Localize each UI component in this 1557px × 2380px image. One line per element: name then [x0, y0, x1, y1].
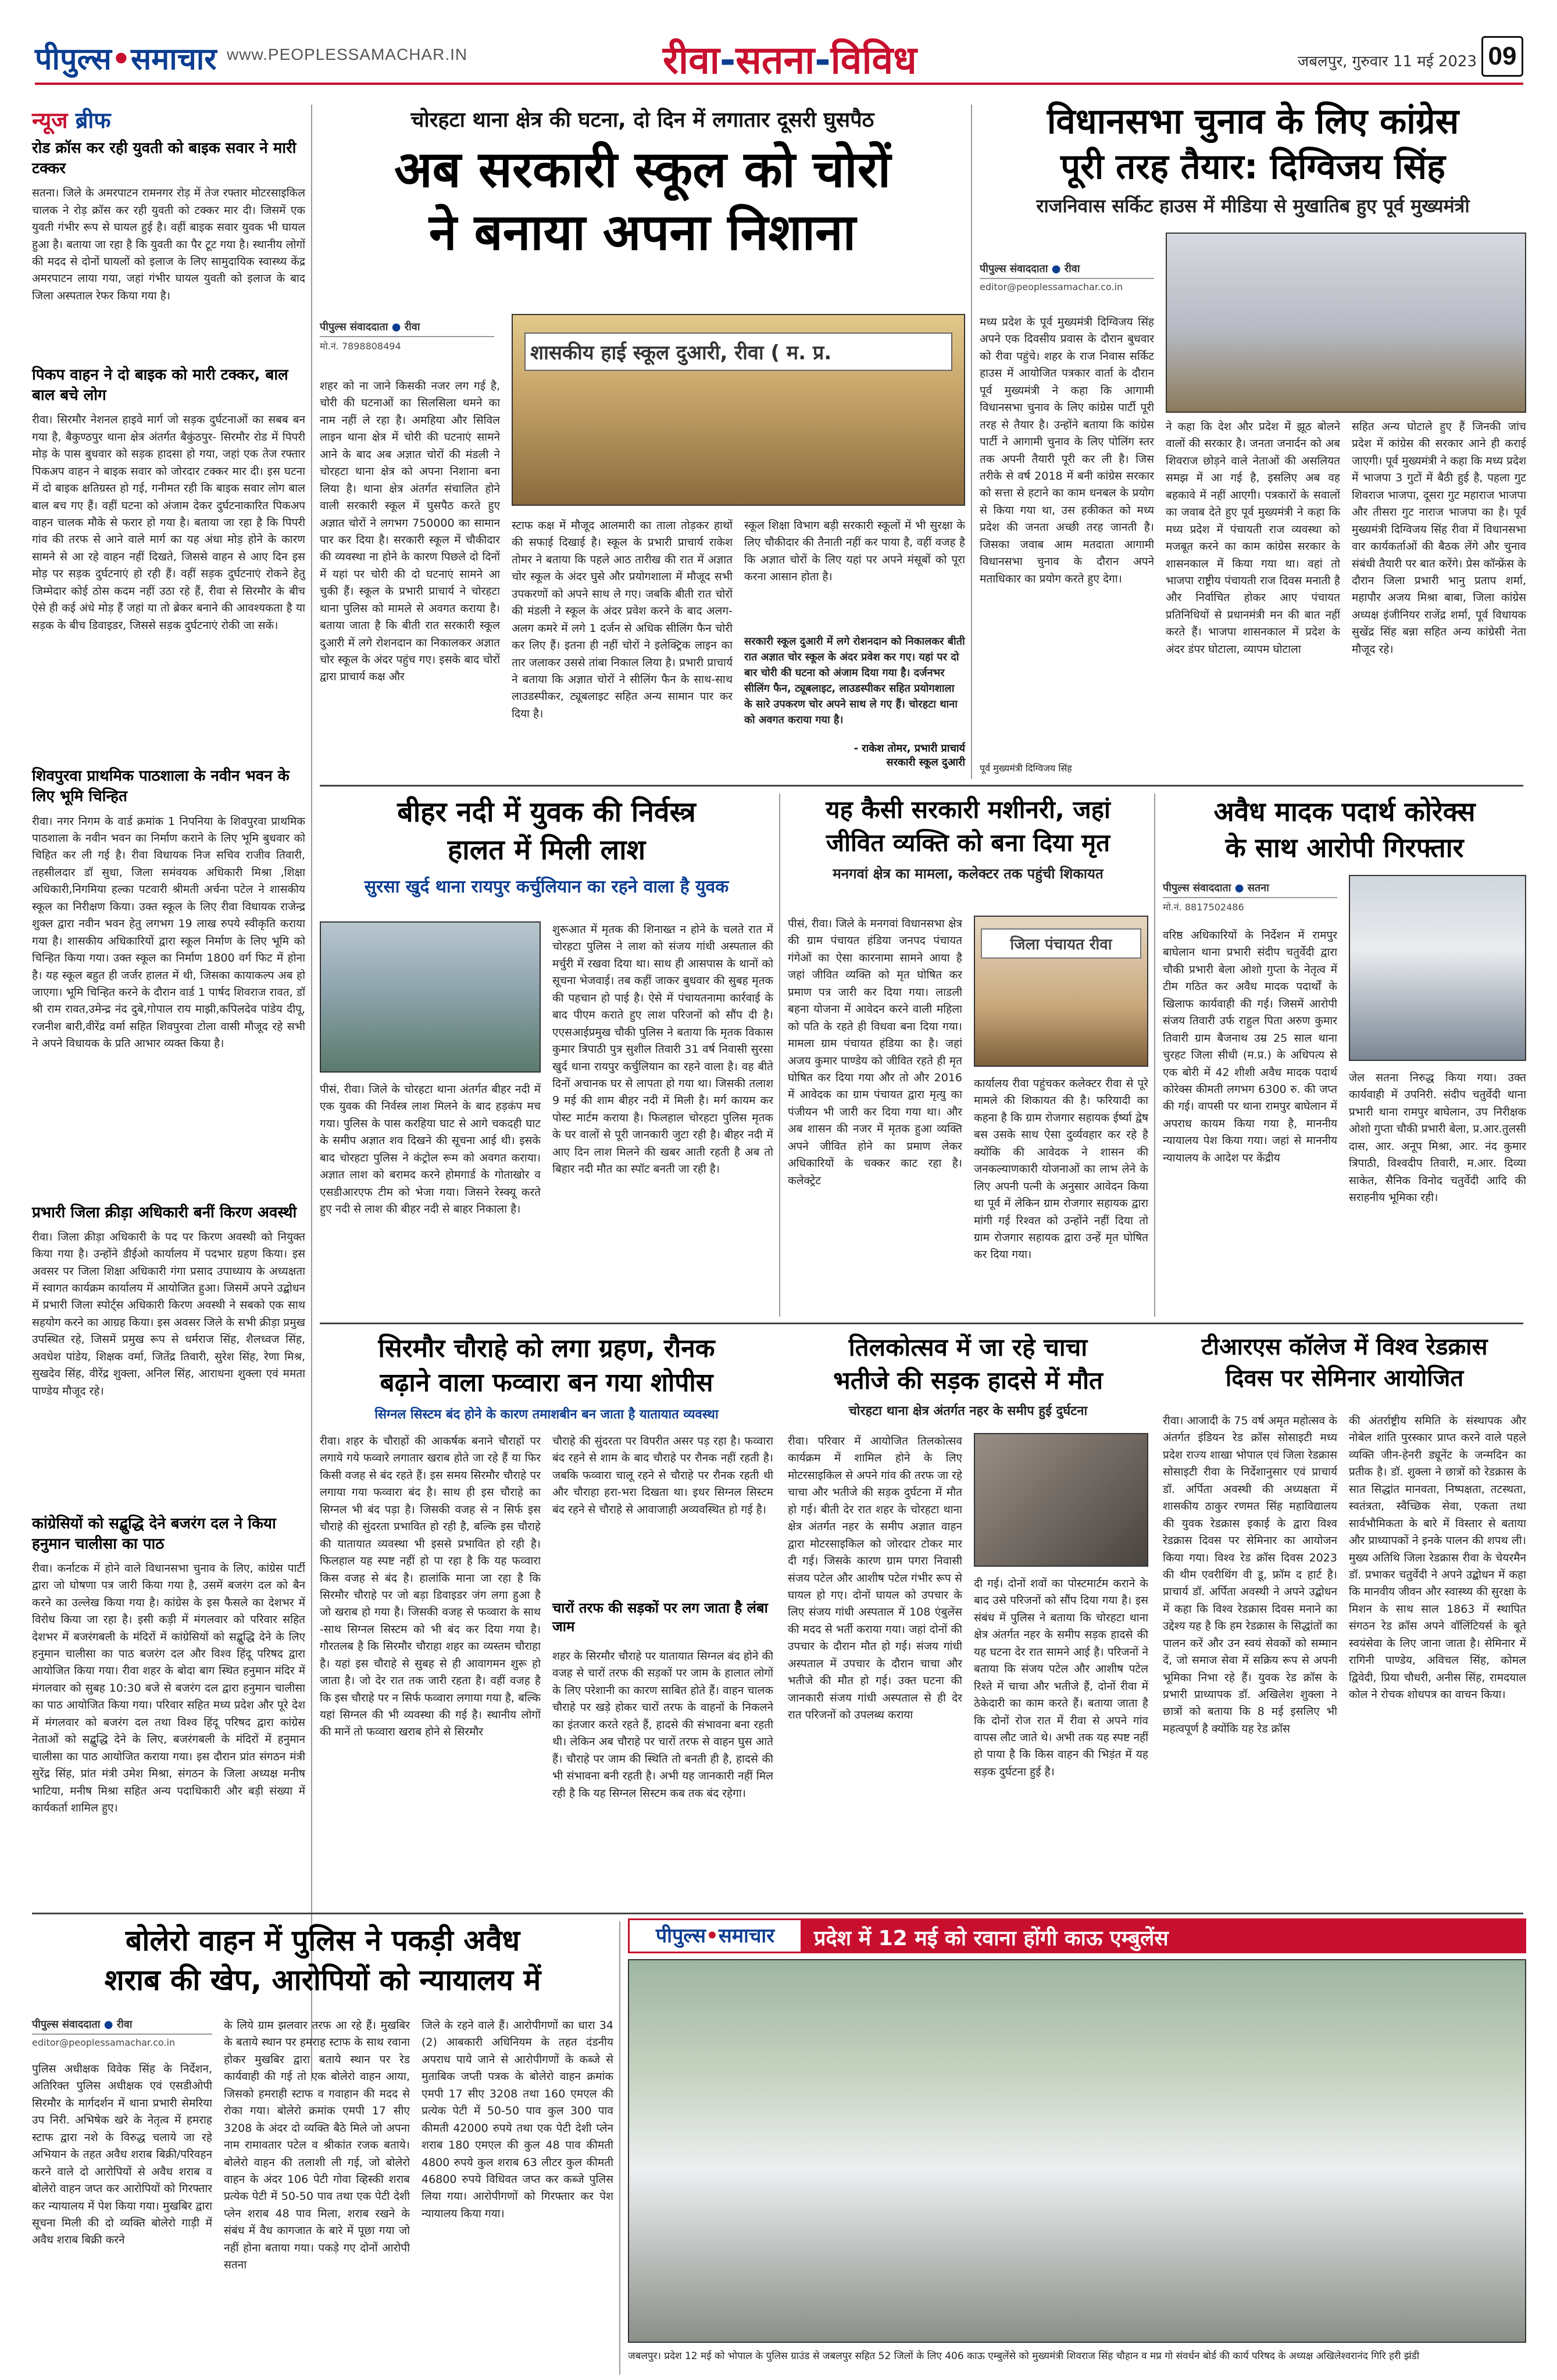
- brief-headline: शिवपुरवा प्राथमिक पाठशाला के नवीन भवन के लिए भूमि चिन्हित: [32, 767, 290, 806]
- school-photo: [512, 314, 965, 506]
- photo-caption: जबलपुर। प्रदेश 12 मई को भोपाल के पुलिस ग्राउंड से जबलपुर सहित 52 जिलों के लिए 406 काऊ एम्बुलेंसे को मुख्यमंत्री शिवराज सिंह चौहान व मप्र गो संवर्धन बोर्ड की कार्य परिषद के अध्यक्ष अखिलेश्वरानंद गिरि हरी झंडी: [628, 2350, 1420, 2362]
- story-school-theft: [320, 105, 965, 779]
- byline: पीपुल्स संवाददाता ● रीवा: [980, 262, 1154, 279]
- story-corex-arrest: [1163, 794, 1526, 1317]
- byline: पीपुल्स संवाददाता ● रीवा: [320, 320, 494, 337]
- story-body-col2: के लिये ग्राम झलवार तरफ आ रहे हैं। मुखबिर के बताये स्थान पर हमराह स्टाफ के साथ रवाना होकर मुखबिर द्वारा बताये स्थान पर रेड कार्यवाही की गई तो एक बोलेरो वाहन आया, जिसको हमराही स्टाफ व गवाहान की मदद से रोका गया। बोलेरो क्रमांक एमपी 17 सीए 3208 के अंदर दो व्यक्ति बैठे मिले जो अपना नाम रामावतार पटेल व श्रीकांत रजक बताये। बोलेरो वाहन की तलाशी ली गई, जो बोलेरो वाहन के अंदर 106 पेटी गोवा व्हिस्की शराब प्रत्येक पेटी में 50-50 पाव तथा एक पेटी देशी प्लेन शराब 48 पाव मिला, शराब रखने के संबंध में वैध कागजात के बारे में पूछा गया जो नहीं होना बताया गया। पकड़े गए दोनों आरोपी सतना: [224, 2019, 410, 2272]
- story-bihar-river: [320, 794, 773, 1317]
- story-body-col1: पुलिस अधीक्षक विवेक सिंह के निर्देशन, अतिरिक्त पुलिस अधीक्षक एवं एसडीओपी सिरमौर के मार्गदर्शन में थाना प्रभारी सेमरिया उप निरी. अभिषेक खरे के नेतृत्व में हमराह स्टाफ द्वारा नशे के विरुद्ध चलाये जा रहे अभियान के तहत अवैध शराब बिक्री/परिवहन करने वाले दो आरोपियों से अवैध शराब व बोलेरो वाहन जप्त कर आरोपियों को गिरफ्तार कर न्यायालय में पेश किया गया। मुखबिर द्वारा सूचना मिली की दो व्यक्ति बोलेरो गाड़ी में अवैध शराब बिक्री करने: [32, 2063, 212, 2247]
- dateline: जबलपुर, गुरुवार 11 मई 2023: [1297, 53, 1477, 70]
- brief-body: सतना। जिले के अमरपाटन रामनगर रोड़ में तेज रफ्तार मोटरसाइकिल चालक ने रोड़ क्रॉस कर रही युवती को टक्कर मार दी। जिसमें एक युवती गंभीर रूप से घायल हुई है। वहीं बाइक सवार युवक भी घायल हुआ है। बताया जा रहा है कि युवती का पैर टूट गया है। स्थानीय लोगों की मदद से दोनों घायलों को इलाज के लिए सामुदायिक स्वास्थ्य केंद्र अमरपाटन लाया गया, जहां गंभीर घायल युवती को इलाज के बाद जिला अस्पताल रेफर किया गया है।: [32, 187, 305, 302]
- story-headline: बोलेरो वाहन में पुलिस ने पकड़ी अवैध शराब की खेप, आरोपियों को न्यायालय में: [104, 1924, 541, 1997]
- story-cow-ambulance: [628, 1918, 1526, 2375]
- story-body-col2: ने कहा कि देश और प्रदेश में झूठ बोलने वालों की सरकार है। जनता जनार्दन को अब शिवराज छोड़ने वाले नेताओं की असलियत समझ में आ गई है, इसलिए अब वह बहकावे में नहीं आएगी। पत्रकारों के सवालों का जवाब देते हुए पूर्व मुख्यमंत्री ने कहा कि मध्य प्रदेश में पंचायती राज व्यवस्था को मजबूत करने का काम कांग्रेस सरकार के शासनकाल में किया गया था। वहां तो भाजपा राष्ट्रीय पंचायती राज दिवस मनाती है और निर्वाचित होकर आए पंचायत प्रतिनिधियों से प्रधानमंत्री मन की बात नहीं करते हैं। भाजपा शासनकाल में प्रदेश के अंदर डंपर घोटाला, व्यापम घोटाला: [1166, 420, 1340, 656]
- story-body-col2: स्टाफ कक्ष में मौजूद आलमारी का ताला तोड़कर हाथों की सफाई दिखाई है। स्कूल के प्रभारी प्राचार्य राकेश तोमर ने बताया कि पहले आठ तारीख की रात में अज्ञात चोर स्कूल के अंदर घुसे और प्रयोगशाला में मौजूद सभी उपकरणों को अपने साथ ले गए। जबकि बीती रात चोरों की मंडली ने स्कूल के अंदर प्रवेश करने के बाद अलग-अलग कमरे में लगे 1 दर्जन से अधिक सीलिंग फैन चोरी कर लिए हैं। इतना ही नहीं चोरों ने इलेक्ट्रिक लाइन का तार जलाकर उससे तांबा निकाल लिया है। प्रभारी प्राचार्य ने बताया कि अज्ञात चोरों ने सीलिंग फैन के साथ-साथ लाउडस्पीकर, ट्यूबलाइट सहित अन्य सामान पार कर दिया है।: [512, 519, 733, 720]
- section-title: रीवा-सतना-विविध: [663, 38, 917, 83]
- school-signboard: शासकीय हाई स्कूल दुआरी, रीवा ( म. प्र.: [524, 333, 952, 371]
- story-headline: विधानसभा चुनाव के लिए कांग्रेस पूरी तरह तैयार: दिग्विजय सिंह: [1047, 101, 1459, 187]
- column-divider: [971, 105, 972, 779]
- reporter-mobile: मो.नं. 7898808494: [320, 341, 401, 352]
- story-body-col2: चौराहे की सुंदरता पर विपरीत असर पड़ रहा है। फव्वारा बंद रहने से शाम के बाद चौराहे पर रौनक नहीं रहती है। जबकि फव्वारा चालू रहने से चौराहे पर रौनक रहती थी और चौराहा हरा-भरा दिखता था। इधर सिग्नल सिस्टम बंद रहने से चौराहे से आवाजाही अव्यवस्थित हो गई है।: [552, 1435, 773, 1516]
- story-body-col2: जेल सतना निरुद्ध किया गया। उक्त कार्यवाही में उपनिरी. संदीप चतुर्वेदी थाना प्रभारी थाना रामपुर बाघेलान, उप निरीक्षक ओशो गुप्ता चौकी प्रभारी बेला, प्र.आर.तुलसी दास, आर. अनूप मिश्रा, आर. नंद कुमार त्रिपाठी, विश्वदीप तिवारी, म.आर. दिव्या साकेत, सैनिक विनोद चतुर्वेदी आदि की सराहनीय भूमिका रही।: [1349, 1071, 1526, 1205]
- story-deck: मनगवां क्षेत्र का मामला, कलेक्टर तक पहुंची शिकायत: [833, 866, 1104, 882]
- column-divider: [311, 105, 312, 2081]
- brief-headline: रोड क्रॉस कर रही युवती को बाइक सवार ने मारी टक्कर: [32, 140, 297, 178]
- story-congress: [980, 99, 1526, 779]
- story-body-col2: शुरूआत में मृतक की शिनाख्त न होने के चलते रात में चोरहटा पुलिस ने लाश को संजय गांधी अस्पताल की मर्चुरी में रखवा दिया था। साथ ही आसपास के थानों को सूचना भेजवाई। तब कहीं जाकर बुधवार की सुबह मृतक की पहचान हो पाई है। ऐसे में पंचायतनामा कार्रवाई के बाद पीएम कराते हुए लाश परिजनों को सौंप दी है। एएसआईप्रमुख चौकी पुलिस ने बताया कि मृतक विकास कुमार त्रिपाठी पुत्र सुशील तिवारी 31 वर्ष निवासी सुरसा खुर्द थाना रायपुर कर्चुलियान का रहने वाला है। वह बीते दिनों अचानक घर से लापता हो गया था। जिसकी तलाश 9 मई की शाम बीहर नदी में मिली है। मर्ग कायम कर पोस्ट मार्टम कराया है। फिलहाल चोरहटा पुलिस मृतक के घर वालों से पूरी जानकारी जुटा रही है। बीहर नदी में आए दिन लाश मिलने की खबर आती रहती है अब तो बिहार नदी मौत का स्पॉट बनती जा रही है।: [552, 923, 773, 1176]
- reporter-mobile: मो.नं. 8817502486: [1163, 902, 1244, 913]
- news-brief-column: [32, 105, 305, 1889]
- story-deck: राजनिवास सर्किट हाउस में मीडिया से मुखातिब हुए पूर्व मुख्यमंत्री: [1036, 195, 1470, 217]
- police-vehicle-photo: [1349, 875, 1526, 1061]
- byline-block: [32, 2017, 212, 2048]
- row-divider: [32, 1913, 1523, 1914]
- story-body-col1: रीवा। आजादी के 75 वर्ष अमृत महोत्सव के अंतर्गत इंडियन रेड क्रॉस सोसाइटी मध्य प्रदेश राज्य शाखा भोपाल एवं जिला रेडक्रास सोसाइटी रीवा के निर्देशानुसार एवं प्राचार्य डॉ. अर्पिता अवस्थी की अध्यक्षता में शासकीय ठाकुर रणमत सिंह महाविद्यालय की युवक रेडक्रास इकाई के द्वारा विश्व रेडक्रास दिवस पर सेमिनार का आयोजन किया गया। विश्व रेड क्रॉस दिवस 2023 की थीम एवरीथिंग वी डू, फ्रॉम द हार्ट है। प्राचार्य डॉ. अर्पिता अवस्थी ने अपने उद्बोधन में कहा कि विश्व रेडक्रास दिवस मनाने का उद्देश्य यह है कि हम रेडक्रास के सिद्धांतों का पालन करें और उन स्वयं सेवकों को सम्मान दें, जो समाज सेवा में सक्रिय रूप से अपनी भूमिका निभा रहे हैं। युवक रेड क्रॉस के प्रभारी प्राध्यापक डॉ. अखिलेश शुक्ला ने छात्रों को बताया कि 8 मई इसलिए भी महत्वपूर्ण है क्योंकि यह रेड क्रॉस: [1163, 1414, 1337, 1735]
- newspaper-logo: पीपुल्स•समाचार: [35, 42, 217, 77]
- pull-quote: सरकारी स्कूल दुआरी में लगे रोशनदान को निकालकर बीती रात अज्ञात चोर स्कूल के अंदर प्रवेश कर गए। यहां पर दो बार चोरी की घटना को अंजाम दिया गया है। दर्जनभर सीलिंग फैन, ट्यूबलाइट, लाउडस्पीकर सहित प्रयोगशाला के सारे उपकरण चोर अपने साथ ले गए हैं। चोरहटा थाना को अवगत कराया गया है।: [744, 635, 965, 726]
- accident-bike-photo: [974, 1433, 1148, 1567]
- brief-body: रीवा। नगर निगम के वार्ड क्रमांक 1 निपनिया के शिवपुरवा प्राथमिक पाठशाला के नवीन भवन का निर्माण कराने के लिए भूमि बुधवार को चिहित कर ली गई है। रीवा विधायक निज सचिव राजीव तिवारी, तहसीलदार डॉ सुधा, जिला समंवयक अधिकारी मिश्रा ,शिक्षा अधिकारी,निगमिया हल्का पटवारी श्रीमती अर्चना पटेल ने शासकीय स्कूल का निरीक्षण किया। उक्त स्कूल के लिए रीवा विधायक राजेन्द्र शुक्ल द्वारा नवीन भवन हेतु लगभग 19 लाख रुपये स्वीकृति कराया गया है। शासकीय अधिकारियों द्वारा स्कूल निर्माण के लिए भूमि को चिन्हित किया गया। उक्त स्कूल का निर्माण 1800 वर्ग फिट में होना है। यह स्कूल बहुत ही जर्जर हालत में थी, जिसका कायाकल्प अब हो जाएगा। भूमि चिन्हित करने के दौरान वार्ड 1 पार्षद शिवराज रावत, डॉ श्री राम रावत,उमेन्द्र नंद दुबे,गोपाल राय माझी,कपिलदेव पांडेय दीपू, रजनीश बारी,वीरेंद्र वर्मा सहित शिवपुरवा टोला वासी मौजूद रहे सभी ने अपने विधायक के प्रति आभार व्यक्त किया है।: [32, 814, 305, 1050]
- byline-block: [320, 320, 494, 352]
- story-headline: अवैध मादक पदार्थ कोरेक्स के साथ आरोपी गिरफ्तार: [1213, 796, 1476, 864]
- story-deck: सिग्नल सिस्टम बंद होने के कारण तमाशबीन बन जाता है यातायात व्यवस्था: [374, 1407, 719, 1422]
- masthead: [35, 33, 1523, 85]
- byline: पीपुल्स संवाददाता ● रीवा: [32, 2017, 212, 2035]
- news-brief-title: न्यूज ब्रीफ: [32, 108, 111, 133]
- brief-headline: प्रभारी जिला क्रीड़ा अधिकारी बनीं किरण अवस्थी: [32, 1203, 297, 1221]
- story-body-col2b: शहर के सिरमौर चौराहे पर यातायात सिग्नल बंद होने की वजह से चारों तरफ की सड़कों पर जाम के हालात लोगों के लिए परेशानी का कारण साबित होते हैं। वाहन चालक चौराहे पर खड़े होकर चारों तरफ के वाहनों के निकलने का इंतजार करते रहते हैं, हादसे की संभावना बना रहती थी। लेकिन अब चौराहे पर चारों तरफ से वाहन घुस आते हैं। चौराहे पर जाम की स्थिति तो बनती ही है, हादसे की भी संभावना बनी रहती है। अभी यह जानकारी नहीं मिल रही है कि यह सिग्नल सिस्टम कब तक बंद रहेगा।: [552, 1650, 773, 1800]
- story-deck: सुरसा खुर्द थाना रायपुर कर्चुलियान का रहने वाला है युवक: [364, 876, 729, 897]
- brief-body: रीवा। जिला क्रीड़ा अधिकारी के पद पर किरण अवस्थी को नियुक्त किया गया है। उन्होंने डीईओ कार्यालय में पदभार ग्रहण किया। इस अवसर पर जिला शिक्षा अधिकारी गंगा प्रसाद उपाध्याय के अध्यक्षता में स्वागत कार्यक्रम कार्यालय में आयोजित हुआ। जिसमें अपने उद्बोधन में प्रभारी जिला स्पोर्ट्स अधिकारी किरण अवस्थी ने सबको एक साथ सहयोग करने का आग्रह किया। इस अवसर जिले के सभी क्रीड़ा प्रमुख उपस्थित रहे, जिसमें प्रमुख रूप से धर्मराज सिंह, शैलध्वज सिंह, अवधेश पांडेय, शिक्षक वर्मा, जितेंद्र तिवारी, सुरेश सिंह, रेणा मिश्र, सुखदेव सिंह, वीरेंद्र शुक्ला, अनिल सिंह, आराधना शुक्ला एवं ममता पाण्डेय मौजूद रहे।: [32, 1230, 305, 1398]
- page-number: 09: [1481, 36, 1523, 77]
- story-fountain: [320, 1331, 773, 1907]
- column-divider: [619, 1921, 620, 2375]
- reporter-email: editor@peoplessamachar.co.in: [32, 2037, 176, 2048]
- story-body-col1: पीसं, रीवा। जिले के मनगवां विधानसभा क्षेत्र की ग्राम पंचायत हंडिया जनपद पंचायत गंगेओं का ऐसा कारनामा सामने आया है जहां जीवित व्यक्ति को मृत घोषित कर प्रमाण पत्र जारी कर दिया गया। लाडली बहना योजना में आवेदन करने वाली महिला को पति के रहते ही विधवा बना दिया गया। मामला ग्राम पंचायत हंडिया का है। जहां अजय कुमार पाण्डेय को जीवित रहते ही मृत घोषित कर दिया गया और तो और 2016 में आवेदक का ग्राम पंचायत द्वारा मृत्यु का पंजीयन भी जारी कर दिया गया था। और अब शासन की नजर में मृतक हुआ व्यक्ति अपने जीवित होने का प्रमाण लेकर अधिकारियों के चक्कर काट रहा है। कलेक्ट्रेट: [788, 917, 962, 1187]
- brief-headline: कांग्रेसियों को सद्बुद्धि देने बजरंग दल ने किया हनुमान चालीसा का पाठ: [32, 1514, 276, 1553]
- story-deck: चोरहटा थाना क्षेत्र अंतर्गत नहर के समीप हुई दुर्घटना: [848, 1404, 1088, 1419]
- story-headline: टीआरएस कॉलेज में विश्व रेडक्रास दिवस पर सेमिनार आयोजित: [1201, 1334, 1488, 1392]
- story-body-col3: सहित अन्य घोटाले हुए हैं जिनकी जांच प्रदेश में कांग्रेस की सरकार आने ही कराई जाएगी। पूर्व मुख्यमंत्री ने कहा कि मध्य प्रदेश में भाजपा 3 गुटों में बैठी हुई है, पहला गुट शिवराज भाजपा, दूसरा गुट महाराज भाजपा और तीसरा गुट नाराज भाजपा का है। पूर्व मुख्यमंत्री दिग्विजय सिंह रीवा में विधानसभा वार कार्यकर्ताओं की बैठक लेंगे और चुनाव संबंधी तैयारी पर बात करेंगे। प्रेस कॉन्फ्रेंस के दौरान जिला प्रभारी भानु प्रताप शर्मा, महापौर अजय मिश्रा बाबा, जिला कांग्रेस अध्यक्ष इंजीनियर राजेंद्र शर्मा, पूर्व विधायक सुखेंद्र सिंह बन्ना सहित अन्य कांग्रेसी नेता मौजूद रहे।: [1352, 420, 1526, 656]
- byline-block: [1163, 881, 1337, 913]
- story-headline: प्रदेश में 12 मई को रवाना होंगी काऊ एम्बुलेंस: [814, 1927, 1169, 1950]
- feature-banner: [628, 1918, 1526, 1953]
- byline-block: [980, 262, 1154, 292]
- panchayat-signboard: जिला पंचायत रीवा: [981, 928, 1141, 959]
- story-tilak-accident: [788, 1331, 1148, 1907]
- story-body-col3: जिले के रहने वाले हैं। आरोपीगणों का धारा 34 (2) आबकारी अधिनियम के तहत दंडनीय अपराध पाये जाने से आरोपीगणों के कब्जे से मुताबिक जप्ती पत्रक के बोलेरो वाहन क्रमांक एमपी 17 सीए 3208 तथा 160 एमएल की प्रत्येक पेटी में 50-50 पाव कुल 300 पाव कीमती 42000 रुपये तथा एक पेटी देशी प्लेन शराब 180 एमएल की कुल 48 पाव कीमती 4800 रुपये कुल शराब 63 लीटर कुल कीमती 46800 रुपये विधिवत जप्त कर कब्जे पुलिस लिया गया। आरोपीगणों को गिरफ्तार कर पेश न्यायालय किया गया।: [422, 2019, 613, 2220]
- story-body-col1: रीवा। शहर के चौराहों की आकर्षक बनाने चौराहों पर लगाये गये फव्वारे लगातार खराब होते जा रहे हैं या फिर किसी वजह से बंद रहते हैं। इस समय सिरमौर चौराहे पर लगाया गया फव्वारा बंद है। साथ ही इस चौराहे का सिग्नल भी बंद पड़ा है। जिसकी वजह से न सिर्फ इस चौराहे की सुंदरता प्रभावित हो रही है, बल्कि इस चौराहे की यातायात व्यवस्था भी इससे प्रभावित हो रही है। फिलहाल यह स्पष्ट नहीं हो पा रहा है कि यह फव्वारा किस वजह से बंद है। हालांकि माना जा रहा है कि सिरमौर चौराहे पर जो बड़ा डिवाइडर जंग लगा हुआ है जो खराब हो गया है। जिसकी वजह से फव्वारा के साथ -साथ सिग्नल सिस्टम को भी बंद कर दिया गया है। गौरतलब है कि सिरमौर चौराहा शहर का व्यस्तम चौराहा है। यहां इस चौराहे से सुबह से ही आवागमन शुरू हो जाता है। जो देर रात तक जारी रहता है। वहीं वजह है कि इस चौराहे पर न सिर्फ फव्वारा लगाया गया है, बल्कि यहां सिग्नल की भी व्यवस्था की गई है। स्थानीय लोगों की मानें तो फव्वारा खराब होने से सिरमौर: [320, 1435, 541, 1739]
- brief-body: रीवा। सिरमौर नेशनल हाइवे मार्ग जो सड़क दुर्घटनाओं का सबब बन गया है, बैकुण्ठपुर थाना क्षेत्र अंतर्गत बैकुंठपुर- सिरमौर रोड में पिपरी मोड़ के पास बुधवार को सड़क हादसा हो गया, जहां एक तेज रफ्तार पिकअप वाहन ने बाइक सवार को जोरदार टक्कर मार दी। इस घटना में दो बाइक क्षतिग्रस्त हो गई, गनीमत रही कि बाइक सवार लोग बाल बाल बच गए हैं। वहीं घटना को अंजाम देकर दुर्घटनाकारित पिकअप वाहन चालक मौके से फरार हो गया है। बताया जा रहा है कि पिपरी गांव की तरफ से आने वाले मार्ग का यह अंधा मोड़ होने के कारण सामने से आ रहे वाहन नहीं दिखते, जिससे वाहन से आए दिन इस मोड़ पर सड़क दुर्घटनाएं हो रही हैं। वहीं सड़क दुर्घटनाएं रोकने हेतु जिम्मेदार कोई ठोस कदम नहीं उठा रहे हैं, रीवा से सिरमौर के बीच ऐसे ही कई अंधे मोड़ हैं जहां या तो ब्रेकर बनाने की आवश्यकता है या सड़क के बीच डिवाइडर, जिससे सड़क दुर्घटनाएं रोकी जा सकें।: [32, 413, 305, 632]
- quote-attribution: - राकेश तोमर, प्रभारी प्राचार्य सरकारी स्कूल दुआरी: [854, 742, 965, 769]
- story-body-col1: पीसं, रीवा। जिले के चोरहटा थाना अंतर्गत बीहर नदी में एक युवक की निर्वस्त्र लाश मिलने के बाद हड़कंप मच गया। पुलिस के पास करहिया घाट से आगे चकदही घाट के समीप अज्ञात शव दिखने की सूचना आई थी। इसके बाद चोरहटा पुलिस ने कंट्रोल रूम को अवगत कराया। अज्ञात लाश को बरामद करने होमगार्ड के गोताखोर व एसडीआरएफ टीम को भेजा गया। जिसने रेस्क्यू करते हुए नदी से लाश की बीहर नदी से बाहर निकाला है।: [320, 1083, 541, 1216]
- story-govt-machinery: [788, 794, 1148, 1317]
- story-subhead: चारों तरफ की सड़कों पर लग जाता है लंबा जाम: [552, 1600, 768, 1635]
- story-body-col2: दी गई। दोनों शवों का पोस्टमार्टम कराने के बाद उसे परिजनों को सौंप दिया गया है। इस संबंध में पुलिस ने बताया कि चोरहटा थाना क्षेत्र अंतर्गत नहर के समीप सड़क हादसे की यह घटना देर रात सामने आई है। परिजनों ने बताया कि संजय पटेल और आशीष पटेल रिश्ते में चाचा और भतीजे हैं, दोनों रीवा में ठेकेदारी का काम करते हैं। बताया जाता है कि दोनों रोज रात में रीवा से अपने गांव वापस लौट जाते थे। अभी तक यह स्पष्ट नहीं हो पाया है कि किस वाहन की भिड़ंत में यह सड़क दुर्घटना हुई है।: [974, 1577, 1148, 1778]
- row-divider: [320, 785, 1523, 787]
- story-bolero-liquor: [32, 1921, 613, 2375]
- panchayat-office-photo: [974, 916, 1148, 1067]
- story-body-col1: रीवा। परिवार में आयोजित तिलकोत्सव कार्यक्रम में शामिल होने के लिए मोटरसाइकिल से अपने गांव की तरफ जा रहे चाचा और भतीजे की सड़क दुर्घटना में मौत हो गई। बीती देर रात शहर के चोरहटा थाना क्षेत्र अंतर्गत नहर के समीप अज्ञात वाहन द्वारा मोटरसाइकिल को जोरदार टोकर मार दी गई। जिसके कारण ग्राम पगरा निवासी संजय पटेल और आशीष पटेल गंभीर रूप से घायल हो गए। दोनों घायल को उपचार के लिए संजय गांधी अस्पताल में 108 एंबुलेंस की मदद से भर्ती कराया गया। जहां दोनों की उपचार के दौरान मौत हो गई। संजय गांधी अस्पताल में उपचार के दौरान चाचा और भतीजे की मौत हो गई। उक्त घटना की जानकारी संजय गांधी अस्पताल से ही देर रात परिजनों को उपलब्ध कराया: [788, 1435, 962, 1721]
- column-divider: [779, 794, 780, 1317]
- story-body-col1: शहर को ना जाने किसकी नजर लग गई है, चोरी की घटनाओं का सिलसिला थमने का नाम नहीं ले रहा है। अमहिया और सिविल लाइन थाना क्षेत्र में चोरी की घटनाएं सामने आने के बाद अब अज्ञात चोरों की मंडली ने चोरहटा थाना क्षेत्र को अपना निशाना बना लिया है। थाना क्षेत्र अंतर्गत संचालित होने वाली सरकारी स्कूल में घुसपैठ करते हुए अज्ञात चोरों ने लगभग 750000 का सामान पार कर दिया है। सरकारी स्कूल में चौकीदार की व्यवस्था ना होने के कारण पिछले दो दिनों में यहां पर चोरी की दो घटनाएं सामने आ चुकी हैं। स्कूल के प्रभारी प्राचार्य ने चोरहटा थाना पुलिस को मामले से अवगत कराया है। बताया जाता है कि बीती रात सरकारी स्कूल दुआरी में लगे रोशनदान का निकालकर अज्ञात चोर स्कूल के अंदर पहुंच गए। इसके बाद चोरों द्वारा प्राचार्य कक्ष और: [320, 380, 500, 684]
- story-body-col1: वरिष्ठ अधिकारियों के निर्देशन में रामपुर बाघेलान थाना प्रभारी संदीप चतुर्वेदी द्वारा चौकी प्रभारी बेला ओशो गुप्ता के नेतृत्व में टीम गठित कर अवैध मादक पदार्थों के खिलाफ कार्यवाही की गई। जिसमें आरोपी संजय तिवारी उर्फ राहुल पिता अरुण कुमार तिवारी ग्राम बैजनाथ उम्र 25 साल थाना चुरहट जिला सीधी (म.प्र.) के अधिपत्य से एक बोरी में 42 शीशी अवैध मादक पदार्थ कोरेक्स कीमती लगभग 6300 रु. की जप्त की गई। वापसी पर थाना रामपुर बाघेलान में अपराध कायम किया गया है, माननीय न्यायालय पेश किया गया। जहां से माननीय न्यायालय के आदेश पर केंद्रीय: [1163, 929, 1337, 1164]
- story-headline: अब सरकारी स्कूल को चोरों ने बनाया अपना निशाना: [394, 141, 891, 262]
- river-photo: [320, 921, 541, 1073]
- brief-headline: पिकप वाहन ने दो बाइक को मारी टक्कर, बाल बाल बचे लोग: [32, 366, 288, 405]
- story-headline: बीहर नदी में युवक की निर्वस्त्र हालत में मिली लाश: [397, 796, 696, 866]
- story-body-col2: की अंतर्राष्ट्रीय समिति के संस्थापक और नोबेल शांति पुरस्कार प्राप्त करने वाले पहले व्यक्ति जीन-हेनरी ड्यूनेंट के जन्मदिन का प्रतीक है। डॉ. शुक्ला ने छात्रों को रेडक्रास के सात सिद्धांत मानवता, निष्पक्षता, तटस्थता, स्वतंत्रता, स्वैच्छिक सेवा, एकता तथा सार्वभौमिकता के बारे में विस्तार से बताया और प्राध्यापकों ने इनके पालन की शपथ ली। मुख्य अतिथि जिला रेडक्रास रीवा के चेयरमैन डॉ. प्रभाकर चतुर्वेदी ने अपने उद्बोधन में कहा कि मानवीय जीवन और स्वास्थ्य की सुरक्षा के मिशन के साथ साल 1863 में स्थापित संगठन रेड क्रॉस अपने वॉलिंटियर्स के बूते स्वयंसेवा के लिए जाना जाता है। सेमिनार में रागिनी पाण्डेय, अविचल सिंह, कोमल द्विवेदी, प्रिया चौधरी, अनीस सिंह, रामदयाल कोल ने रोचक शोधपत्र का वाचन किया।: [1349, 1414, 1526, 1701]
- story-redcross-seminar: [1163, 1331, 1526, 1907]
- ambulances-photo: [628, 1959, 1526, 2343]
- reporter-email: editor@peoplessamachar.co.in: [980, 281, 1123, 292]
- story-kicker: चोरहटा थाना क्षेत्र की घटना, दो दिन में लगातार दूसरी घुसपैठ: [410, 108, 874, 132]
- byline: पीपुल्स संवाददाता ● सतना: [1163, 881, 1337, 898]
- newspaper-logo: पीपुल्स•समाचार: [628, 1918, 802, 1953]
- brief-body: रीवा। कर्नाटक में होने वाले विधानसभा चुनाव के लिए, कांग्रेस पार्टी द्वारा जो घोषणा पत्र जारी किया गया है, उसमें बजरंग दल को बैन करने का उल्लेख किया गया है। कांग्रेस के इस फैसले का देशभर में विरोध किया जा रहा है। इसी कड़ी में मंगलवार को परिवार सहित देशभर में बजरंगबली के मंदिरों में कांग्रेसियों को सद्बुद्धि देने के लिए हनुमान चालीसा का पाठ बजरंग दल और विश्व हिंदू परिषद द्वारा आयोजित किया गया। रीवा शहर के बोदा बाग स्थित हनुमान मंदिर में मंगलवार को सुबह 10:30 बजे से बजरंग दल द्वारा हनुमान चालीसा का पाठ आयोजित किया गया। परिवार सहित मध्य प्रदेश और पूरे देश में मंगलवार को बजरंग दल तथा विश्व हिंदू परिषद द्वारा कांग्रेस नेताओं को सद्बुद्धि देने के लिए, बजरंगबली के मंदिरों में हनुमान चालीसा का पाठ आयोजित कराया गया। इस दौरान प्रांत संगठन मंत्री सुरेंद्र सिंह, प्रांत मंत्री उमेश मिश्रा, संगठन के जिला अध्यक्ष मनीष भाटिया, मनीष मिश्रा सहित अन्य पदाधिकारी और बड़ी संख्या में कार्यकर्ता शामिल हुए।: [32, 1561, 305, 1814]
- story-body-col2: कार्यालय रीवा पहुंचकर कलेक्टर रीवा से पूरे मामले की शिकायत की है। फरियादी का कहना है कि ग्राम रोजगार सहायक ईर्ष्या द्वेष बस उसके साथ ऐसा दुर्व्यवहार कर रहे है क्योंकि की आवेदक ने शासन की जनकल्याणकारी योजनाओं का लाभ लेने के लिए अपनी पत्नी के अनुसार आवेदन किया था पूर्व में लेकिन ग्राम रोजगार सहायक द्वारा मांगी गई रिश्वत को उन्होंने नहीं दिया तो ग्राम रोजगार सहायक द्वारा उन्हें मृत घोषित कर दिया गया।: [974, 1077, 1148, 1262]
- site-url: www.PEOPLESSAMACHAR.IN: [227, 45, 468, 63]
- story-headline: सिरमौर चौराहे को लगा ग्रहण, रौनक बढ़ाने वाला फव्वारा बन गया शोपीस: [378, 1334, 715, 1398]
- row-divider: [320, 1323, 1523, 1324]
- story-body-col1: मध्य प्रदेश के पूर्व मुख्यमंत्री दिग्विजय सिंह अपने एक दिवसीय प्रवास के दौरान बुधवार को रीवा पहुंचे। शहर के राज निवास सर्किट हाउस में आयोजित पत्रकार वार्ता के दौरान पूर्व मुख्यमंत्री ने कहा कि आगामी विधानसभा चुनाव के लिए कांग्रेस पार्टी पूरी तरह से तैयार है। उन्होंने बताया कि कांग्रेस पार्टी ने आगामी चुनाव के लिए पोलिंग स्तर तक अपनी तैयारी पूरी कर ली है। जिस तरीके से वर्ष 2018 में बनी कांग्रेस सरकार को सत्ता से हटाने का काम धनबल के प्रयोग से किया गया था, उस हकीकत को मध्य प्रदेश की जनता अच्छी तरह जानती है। जिसका जवाब आम मतदाता आगामी विधानसभा चुनाव के दौरान अपने मताधिकार का प्रयोग करते हुए देगा।: [980, 316, 1154, 585]
- photo-caption: पूर्व मुख्यमंत्री दिग्विजय सिंह: [980, 763, 1072, 774]
- story-body-col3: स्कूल शिक्षा विभाग बड़ी सरकारी स्कूलों में भी सुरक्षा के लिए चौकीदार की तैनाती नहीं कर पाया है, वहीं वजह है कि अज्ञात चोरों के लिए यहां पर अपने मंसूबों को पूरा करना आसान होता है।: [744, 519, 965, 584]
- column-divider: [1154, 794, 1155, 1317]
- story-headline: यह कैसी सरकारी मशीनरी, जहां जीवित व्यक्ति को बना दिया मृत: [826, 795, 1110, 857]
- story-headline: तिलकोत्सव में जा रहे चाचा भतीजे की सड़क हादसे में मौत: [833, 1333, 1103, 1395]
- press-conference-photo: [1166, 233, 1526, 413]
